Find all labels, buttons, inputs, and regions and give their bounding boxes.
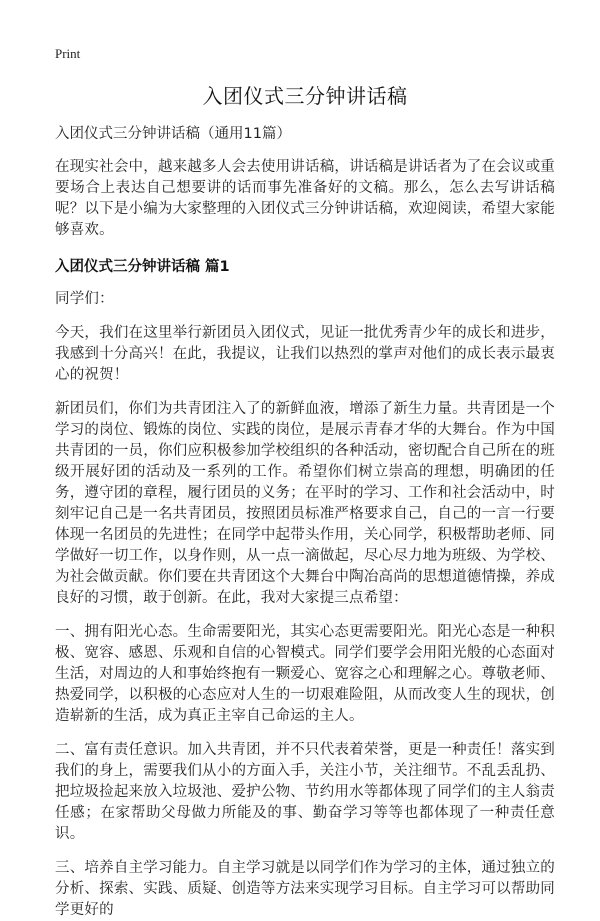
body-paragraph: 二、富有责任意识。加入共青团，并不只代表着荣誉，更是一种责任！落实到我们的身上，需要我们从小的方面入手，关注小节，关注细节。不乱丢乱扔、把垃圾捡起来放入垃圾池、爱护公物、节约用水等都体现了同学们的主人翁责任感；在家帮助父母做力所能及的事、勤奋学习等等也都体现了一种责任意识。 [55, 742, 555, 842]
document-subtitle: 入团仪式三分钟讲话稿（通用11篇） [55, 126, 291, 142]
intro-paragraph: 在现实社会中，越来越多人会去使用讲话稿，讲话稿是讲话者为了在会议或重要场合上表达自己想要讲的话而事先准备好的文稿。那么，怎么去写讲话稿呢？以下是小编为大家整理的入团仪式三分钟讲话稿，欢迎阅读，希望大家能够喜欢。 [55, 159, 555, 238]
page-title: 入团仪式三分钟讲话稿 [202, 84, 408, 108]
section-1 [55, 257, 555, 921]
print-link[interactable]: Print [55, 46, 81, 61]
body-paragraph: 三、培养自主学习能力。自主学习就是以同学们作为学习的主体，通过独立的分析、探索、实践、质疑、创造等方法来实现学习目标。自主学习可以帮助同学更好的 [55, 860, 555, 918]
document-page [55, 44, 555, 921]
salutation: 同学们： [55, 291, 114, 307]
body-paragraph: 一、拥有阳光心态。生命需要阳光，其实心态更需要阳光。阳光心态是一种积极、宽容、感恩、乐观和自信的心智模式。同学们要学会用阳光般的心态面对生活，对周边的人和事始终抱有一颗爱心、宽容之心和理解之心。尊敬老师、热爱同学，以积极的心态应对人生的一切艰难险阻，从而改变人生的现状，创造崭新的生活，成为真正主宰自己命运的主人。 [55, 624, 555, 724]
body-paragraph: 今天，我们在这里举行新团员入团仪式，见证一批优秀青少年的成长和进步，我感到十分高兴！在此，我提议，让我们以热烈的掌声对他们的成长表示最衷心的祝贺！ [55, 325, 555, 383]
body-paragraph: 新团员们，你们为共青团注入了的新鲜血液，增添了新生力量。共青团是一个学习的岗位、锻炼的岗位、实践的岗位，是展示青春才华的大舞台。作为中国共青团的一员，你们应积极参加学校组织的各种活动，密切配合自己所在的班级开展好团的活动及一系列的工作。希望你们树立崇高的理想，明确团的任务，遵守团的章程，履行团员的义务；在平时的学习、工作和社会活动中，时刻牢记自己是一名共青团员，按照团员标准严格要求自己，自己的一言一行要体现一名团员的先进性；在同学中起带头作用，关心同学，积极帮助老师、同学做好一切工作，以身作则，从一点一滴做起，尽心尽力地为班级、为学校、为社会做贡献。你们要在共青团这个大舞台中陶冶高尚的思想道德情操，养成良好的习惯，敢于创新。在此，我对大家提三点希望： [55, 401, 555, 606]
section-heading: 入团仪式三分钟讲话稿 篇1 [55, 259, 230, 275]
